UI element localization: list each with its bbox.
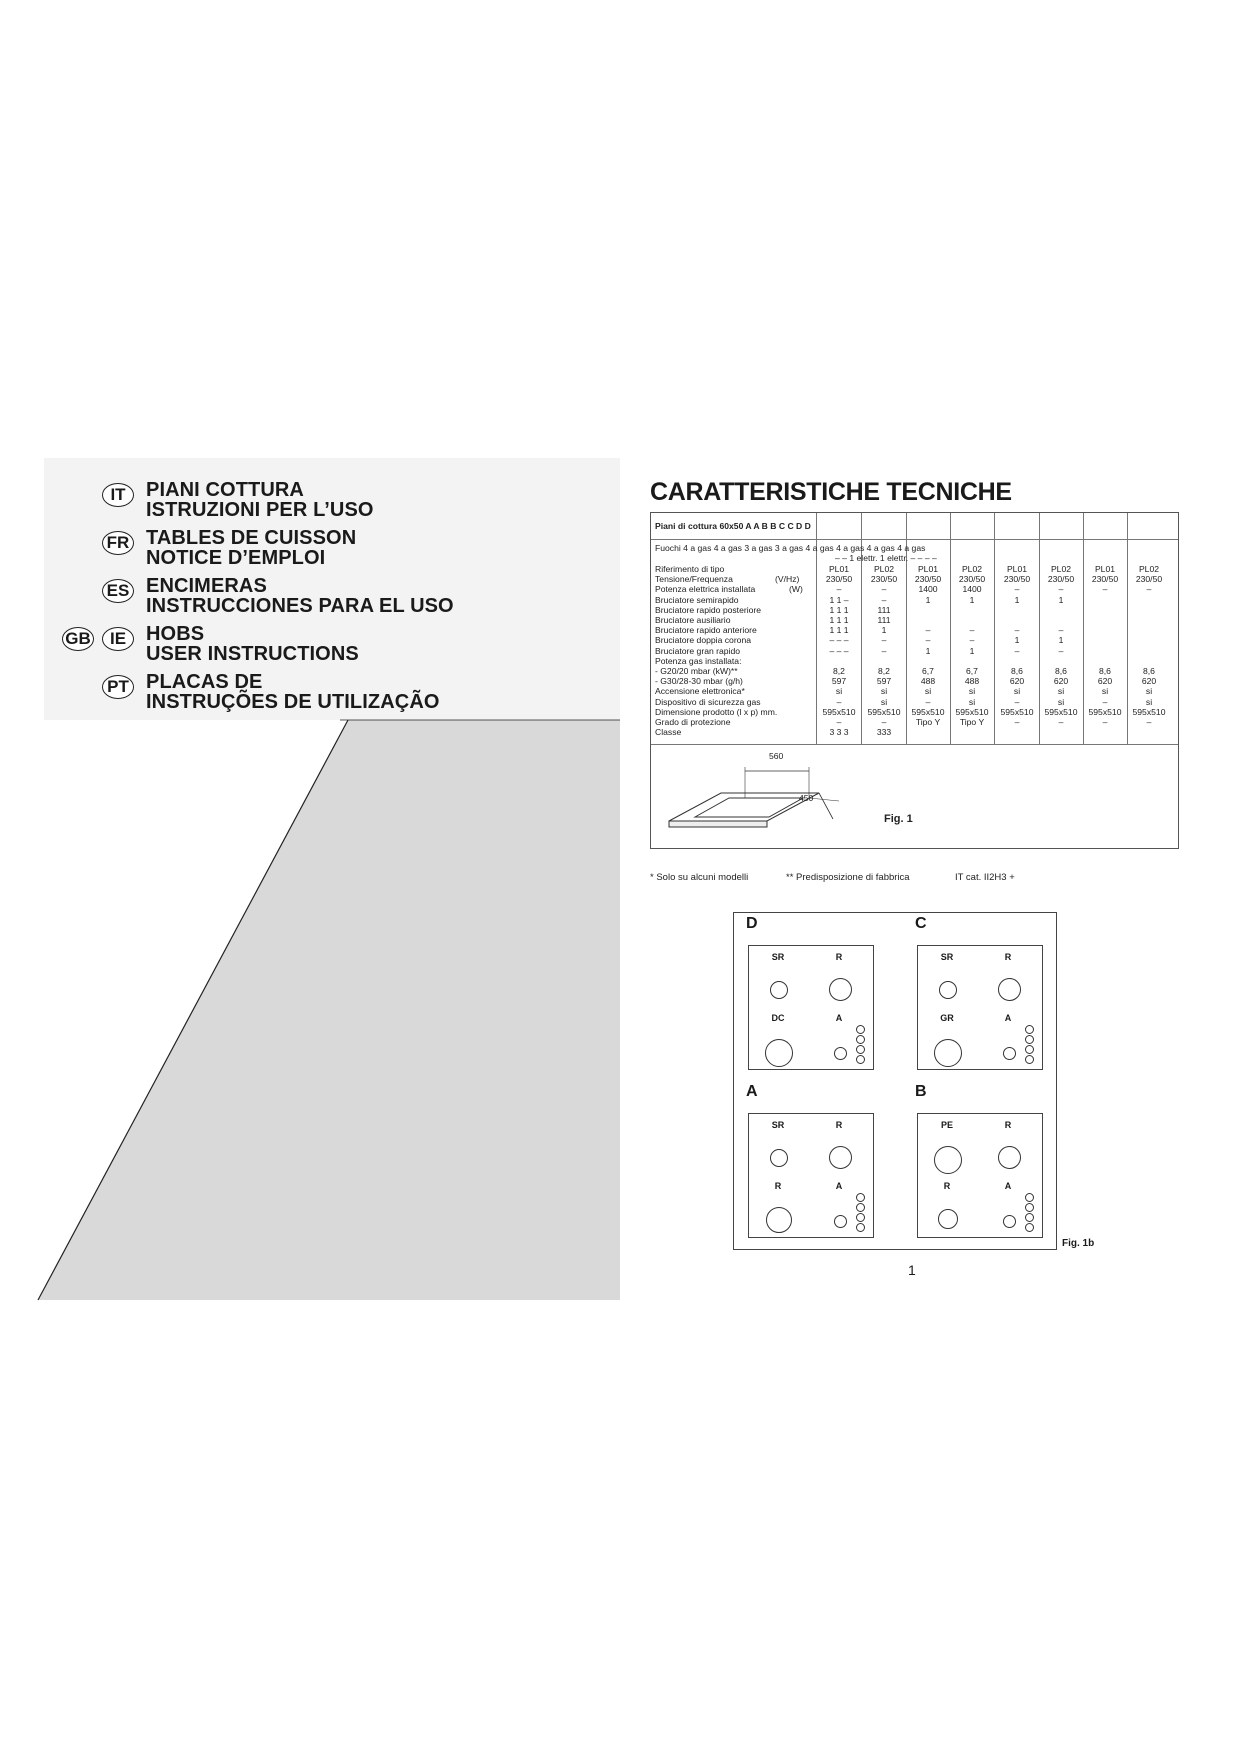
hob-letter: D: [746, 915, 758, 932]
burner-label: R: [1004, 952, 1012, 962]
table-cell-semi: 1: [925, 594, 931, 605]
table-cell-gr: –: [1014, 645, 1020, 656]
table-cell-grado: –: [1146, 717, 1152, 727]
table-cell-acc: si: [1101, 686, 1109, 697]
fig1b-label: Fig. 1b: [1062, 1238, 1095, 1249]
table-cell-acc: si: [1057, 686, 1065, 697]
table-cell-sic: si: [1145, 696, 1153, 707]
burner-circle: [829, 978, 852, 1001]
control-knob: [856, 1223, 865, 1232]
table-cell-acc: si: [1145, 686, 1153, 697]
burner-circle: [1003, 1047, 1016, 1060]
burner-label: R: [835, 952, 843, 962]
burner-circle: [998, 1146, 1021, 1169]
fig1-cutout-drawing: [659, 753, 859, 835]
table-cell-power: –: [1014, 584, 1020, 595]
burner-label: A: [835, 1013, 843, 1023]
table-cell-dim: 595x510: [1044, 706, 1078, 717]
table-cell-acc: si: [880, 686, 888, 697]
table-cell-g30: 620: [1097, 676, 1113, 687]
table-row-label: Bruciatore semirapido: [655, 594, 739, 605]
burner-label: SR: [771, 1120, 785, 1130]
burner-circle: [934, 1039, 962, 1067]
table-cell-grado: –: [881, 717, 887, 727]
burner-label: GR: [940, 1013, 954, 1023]
burner-label: DC: [771, 1013, 785, 1023]
lang-title-line1: PLACAS DE: [146, 671, 263, 693]
table-divider: [651, 539, 1178, 540]
burner-circle: [766, 1207, 792, 1233]
table-cell-ref: PL01: [1006, 564, 1028, 574]
page-number: 1: [908, 1262, 916, 1278]
table-cell-acc: si: [924, 686, 932, 697]
burner-label: PE: [940, 1120, 953, 1130]
table-cell-dim: 595x510: [955, 706, 989, 717]
table-row-label: Dispositivo di sicurezza gas: [655, 696, 761, 707]
table-cell-sic: –: [836, 696, 842, 707]
table-cell-sic: –: [925, 696, 931, 707]
table-cell-rap-ant: 1 1 1: [829, 625, 849, 636]
lang-title-line1: HOBS: [146, 623, 205, 645]
fig1b-hob-layouts: [733, 912, 1057, 1250]
burner-circle: [770, 1149, 788, 1167]
control-knob: [1025, 1045, 1034, 1054]
table-cell-rap-ant: 1: [881, 625, 887, 636]
table-cell-semi: 1: [1014, 594, 1020, 605]
table-cell-grado: Tipo Y: [915, 717, 941, 727]
table-header: Piani di cottura 60x50 A A B B C C D D: [655, 521, 811, 531]
table-row-label: Grado di protezione: [655, 717, 731, 727]
table-cell-ref: PL02: [1138, 564, 1160, 574]
table-cell-dim: 595x510: [822, 706, 856, 717]
table-cell-g20: 8,2: [878, 666, 890, 676]
burner-circle: [834, 1215, 847, 1228]
burner-label: A: [835, 1181, 843, 1191]
table-cell-power: –: [881, 584, 887, 595]
lang-title-line2: USER INSTRUCTIONS: [146, 643, 359, 665]
table-row-label: Tensione/Frequenza: [655, 574, 733, 585]
table-cell-dc: 1: [1014, 635, 1020, 646]
burner-label: SR: [940, 952, 954, 962]
table-cell-rap-ant: –: [1058, 625, 1064, 636]
table-cell-g20: 8,6: [1011, 666, 1023, 676]
table-row-label: - G30/28-30 mbar (g/h): [655, 676, 743, 687]
table-cell-dim: 595x510: [1088, 706, 1122, 717]
table-cell-g30: 488: [964, 676, 980, 687]
table-cell-dim: 595x510: [911, 706, 945, 717]
control-knob: [1025, 1203, 1034, 1212]
table-cell-grado: Tipo Y: [959, 717, 985, 727]
table-cell-volt: 230/50: [914, 574, 942, 585]
table-cell-g20: 8,6: [1143, 666, 1155, 676]
hob-diagram: [917, 945, 1043, 1070]
unit-vhz: (V/Hz): [775, 574, 800, 584]
table-cell-gr: –: [881, 645, 887, 656]
table-cell-volt: 230/50: [1135, 574, 1163, 585]
lang-title-line1: TABLES DE CUISSON: [146, 527, 357, 549]
table-row-label: Bruciatore ausiliario: [655, 615, 731, 625]
table-cell-semi: 1 1 –: [829, 594, 849, 605]
table-row-label: Classe: [655, 727, 682, 738]
table-cell-power: –: [1058, 584, 1064, 595]
burner-label: A: [1004, 1181, 1012, 1191]
table-cell-classe: 333: [876, 727, 892, 738]
table-row-label: Accensione elettronica*: [655, 686, 745, 697]
control-knob: [856, 1035, 865, 1044]
table-cell-rap-ant: –: [925, 625, 931, 636]
table-cell-g20: 6,7: [922, 666, 934, 676]
table-cell-gr: –: [1058, 645, 1064, 656]
table-row-label: Potenza gas installata:: [655, 655, 742, 666]
burner-circle: [765, 1039, 793, 1067]
table-cell-ref: PL02: [961, 564, 983, 574]
burner-label: R: [943, 1181, 951, 1191]
lang-badge-es: ES: [102, 579, 134, 603]
burner-label: SR: [771, 952, 785, 962]
fig1-dim-depth: 450: [799, 793, 814, 803]
control-knob: [1025, 1025, 1034, 1034]
table-cell-grado: –: [836, 717, 842, 727]
burner-label: A: [1004, 1013, 1012, 1023]
table-cell-dc: 1: [1058, 635, 1064, 646]
table-cell-classe: 3 3 3: [829, 727, 849, 738]
table-row-label: Bruciatore gran rapido: [655, 645, 741, 656]
table-cell-acc: si: [1013, 686, 1021, 697]
control-knob: [856, 1025, 865, 1034]
table-cell-semi: 1: [1058, 594, 1064, 605]
table-cell-ref: PL01: [917, 564, 939, 574]
table-cell-sic: si: [1057, 696, 1065, 707]
table-cell-rap-post: 111: [877, 604, 891, 615]
page-title: CARATTERISTICHE TECNICHE: [650, 478, 1012, 506]
table-cell-g30: 620: [1009, 676, 1025, 687]
control-knob: [1025, 1035, 1034, 1044]
burner-circle: [934, 1146, 962, 1174]
table-cell-volt: 230/50: [1091, 574, 1119, 585]
control-knob: [856, 1045, 865, 1054]
control-knob: [856, 1213, 865, 1222]
table-cell-g20: 8,6: [1055, 666, 1067, 676]
table-cell-power: 1400: [918, 584, 938, 595]
table-cell-semi: 1: [969, 594, 975, 605]
hob-letter: A: [746, 1083, 758, 1100]
table-cell-rap-post: 1 1 1: [829, 604, 849, 615]
table-cell-gr: – – –: [829, 645, 849, 656]
table-cell-acc: si: [968, 686, 976, 697]
table-cell-power: –: [1146, 584, 1152, 595]
table-row-label: Bruciatore rapido anteriore: [655, 625, 757, 636]
table-row-label: Dimensione prodotto (l x p) mm.: [655, 706, 778, 717]
table-cell-gr: 1: [925, 645, 931, 656]
table-cell-dc: –: [881, 635, 887, 646]
lang-badge-ie: IE: [102, 627, 134, 651]
table-cell-aus: 111: [877, 615, 891, 625]
control-knob: [1025, 1213, 1034, 1222]
table-cell-power: 1400: [962, 584, 982, 595]
table-cell-dim: 595x510: [1132, 706, 1166, 717]
table-cell-volt: 230/50: [1003, 574, 1031, 585]
control-knob: [1025, 1193, 1034, 1202]
lang-title-line1: PIANI COTTURA: [146, 479, 304, 501]
table-cell-ref: PL02: [873, 564, 895, 574]
lang-badge-pt: PT: [102, 675, 134, 699]
burner-label: R: [774, 1181, 782, 1191]
footnote-models: * Solo su alcuni modelli: [650, 872, 749, 883]
table-cell-g20: 6,7: [966, 666, 978, 676]
table-cell-dc: –: [969, 635, 975, 646]
table-row-label: Potenza elettrica installata: [655, 584, 756, 595]
lang-title-line2: ISTRUZIONI PER L’USO: [146, 499, 374, 521]
table-cell-g30: 620: [1141, 676, 1157, 687]
table-cell-aus: 1 1 1: [829, 615, 849, 625]
table-cell-sic: –: [1014, 696, 1020, 707]
table-cell-power: –: [836, 584, 842, 595]
fig1-label: Fig. 1: [884, 813, 913, 825]
table-cell-gr: 1: [969, 645, 975, 656]
lang-title-line2: INSTRUCCIONES PARA EL USO: [146, 595, 454, 617]
table-cell-g30: 620: [1053, 676, 1069, 687]
burner-label: R: [1004, 1120, 1012, 1130]
fig1-dim-width: 560: [769, 751, 784, 761]
table-cell-g30: 597: [876, 676, 892, 687]
table-cell-g20: 8,2: [833, 666, 845, 676]
burner-circle: [1003, 1215, 1016, 1228]
control-knob: [856, 1055, 865, 1064]
burner-circle: [834, 1047, 847, 1060]
table-cell-ref: PL02: [1050, 564, 1072, 574]
burner-label: R: [835, 1120, 843, 1130]
table-cell-dc: – – –: [829, 635, 849, 646]
hob-diagram: [748, 945, 874, 1070]
table-fires-sub: – – 1 elettr. 1 elettr. – – – –: [835, 553, 937, 563]
burner-circle: [770, 981, 788, 999]
table-cell-grado: –: [1014, 717, 1020, 727]
lang-title-line2: INSTRUÇÕES DE UTILIZAÇÃO: [146, 691, 440, 713]
hob-letter: B: [915, 1083, 927, 1100]
table-cell-volt: 230/50: [958, 574, 986, 585]
table-cell-power: –: [1102, 584, 1108, 595]
table-cell-dim: 595x510: [867, 706, 901, 717]
table-row-label: Riferimento di tipo: [655, 564, 725, 574]
lang-badge-fr: FR: [102, 531, 134, 555]
table-cell-dc: –: [925, 635, 931, 646]
hob-diagram: [748, 1113, 874, 1238]
table-cell-ref: PL01: [1094, 564, 1116, 574]
burner-circle: [938, 1209, 958, 1229]
table-row-label: Bruciatore doppia corona: [655, 635, 752, 646]
burner-circle: [829, 1146, 852, 1169]
control-knob: [856, 1203, 865, 1212]
burner-circle: [998, 978, 1021, 1001]
control-knob: [856, 1193, 865, 1202]
hob-diagram: [917, 1113, 1043, 1238]
table-cell-rap-ant: –: [969, 625, 975, 636]
spec-table: [650, 512, 1179, 849]
control-knob: [1025, 1055, 1034, 1064]
table-cell-sic: si: [968, 696, 976, 707]
lang-title-line1: ENCIMERAS: [146, 575, 267, 597]
table-fires-row: Fuochi 4 a gas 4 a gas 3 a gas 3 a gas 4 a gas 4 a gas 4 a gas 4 a gas: [655, 543, 926, 553]
table-cell-volt: 230/50: [870, 574, 898, 585]
table-divider: [651, 744, 1178, 745]
table-cell-dim: 595x510: [1000, 706, 1034, 717]
lang-title-line2: NOTICE D’EMPLOI: [146, 547, 326, 569]
burner-circle: [939, 981, 957, 999]
table-cell-grado: –: [1102, 717, 1108, 727]
table-cell-semi: –: [881, 594, 887, 605]
control-knob: [1025, 1223, 1034, 1232]
table-cell-g30: 597: [831, 676, 847, 687]
lang-badge-gb: GB: [62, 627, 94, 651]
hob-letter: C: [915, 915, 927, 932]
table-cell-g20: 8,6: [1099, 666, 1111, 676]
table-cell-sic: –: [1102, 696, 1108, 707]
table-cell-acc: si: [835, 686, 843, 697]
table-cell-sic: si: [880, 696, 888, 707]
table-cell-volt: 230/50: [825, 574, 853, 585]
footnote-factory: ** Predisposizione di fabbrica: [786, 872, 910, 883]
table-cell-g30: 488: [920, 676, 936, 687]
table-cell-rap-ant: –: [1014, 625, 1020, 636]
table-row-label: - G20/20 mbar (kW)**: [655, 666, 738, 676]
table-cell-grado: –: [1058, 717, 1064, 727]
unit-w: (W): [789, 584, 803, 594]
footnote-category: IT cat. II2H3 +: [955, 872, 1015, 883]
table-cell-volt: 230/50: [1047, 574, 1075, 585]
table-cell-ref: PL01: [828, 564, 850, 574]
lang-badge-it: IT: [102, 483, 134, 507]
table-row-label: Bruciatore rapido posteriore: [655, 604, 762, 615]
